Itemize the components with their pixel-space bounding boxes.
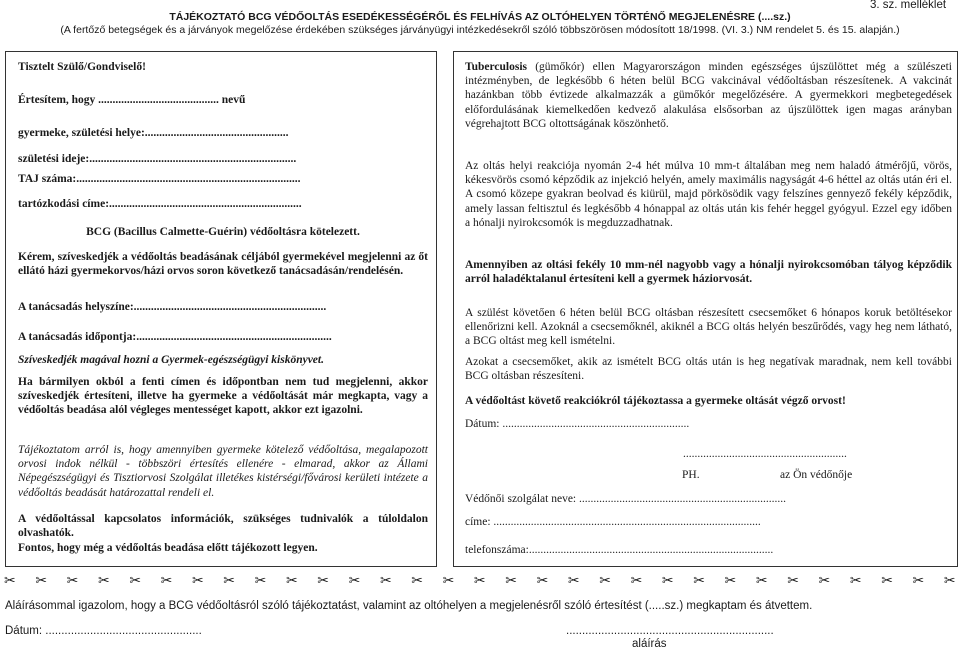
consent-statement: Aláírásommal igazolom, hogy a BCG védőoltásról szóló tájékoztatást, valamint az oltóhelyen a megjelenésről szóló értesítést (.....sz.) megkaptam és átvettem. bbox=[5, 600, 813, 612]
scissors-icon: ✂ bbox=[661, 572, 674, 588]
scissors-icon: ✂ bbox=[191, 572, 204, 588]
scissors-icon: ✂ bbox=[129, 572, 142, 588]
consultation-place-field: A tanácsadás helyszíne:................................................................... bbox=[18, 301, 327, 313]
nurse-signature-line: ......................................................... bbox=[683, 448, 847, 460]
inform-line: Értesítem, hogy .......................................... nevű bbox=[18, 94, 246, 106]
greeting: Tisztelt Szülő/Gondviselő! bbox=[18, 61, 146, 73]
scissors-icon: ✂ bbox=[379, 572, 392, 588]
stamp-label: PH. bbox=[682, 469, 700, 481]
scissors-icon: ✂ bbox=[223, 572, 236, 588]
service-phone-field: telefonszáma:..................................................................................... bbox=[465, 544, 774, 556]
check-paragraph: A szülést követően 6 héten belül BCG oltásban részesített csecsemőket 6 hónapos koruk betöltésekor ellenőrizni kell. Azoknál a csecsemőknél, akiknél a BCG oltás helyén beszűrődés, vagy heg nem látható, a BCG oltást meg kell ismételni. bbox=[465, 307, 952, 348]
mandatory-statement: BCG (Bacillus Calmette-Guérin) védőoltásra kötelezett. bbox=[86, 226, 360, 238]
scissors-icon: ✂ bbox=[849, 572, 862, 588]
scissors-icon: ✂ bbox=[818, 572, 831, 588]
document-subtitle: (A fertőző betegségek és a járványok megelőzése érdekében szükséges járványügyi intézkedésekről szóló többszörösen módosított 18/1998. (VI. 3.) NM rendelet 5. és 15. alapján.) bbox=[60, 24, 900, 36]
scissors-icon: ✂ bbox=[442, 572, 455, 588]
cut-line bbox=[0, 572, 960, 588]
document-title: TÁJÉKOZTATÓ BCG VÉDŐOLTÁS ESEDÉKESSÉGÉRŐL ÉS FELHÍVÁS AZ OLTÓHELYEN TÖRTÉNŐ MEGJELENÉSRE (....sz.) bbox=[169, 11, 791, 23]
child-birthplace-field: gyermeke, születési helye:.................................................. bbox=[18, 127, 289, 139]
scissors-icon: ✂ bbox=[285, 572, 298, 588]
information-panel bbox=[453, 51, 958, 567]
residence-field: tartózkodási címe:................................................................... bbox=[18, 198, 302, 210]
tuberculosis-term: Tuberculosis bbox=[465, 61, 527, 73]
service-address-field: címe: ............................................................................................. bbox=[465, 516, 761, 528]
important-note: Fontos, hogy még a védőoltás beadása előtt tájékozott legyen. bbox=[18, 542, 318, 554]
scissors-icon: ✂ bbox=[317, 572, 330, 588]
signature-line: ................................................................. bbox=[566, 625, 774, 637]
scissors-icon: ✂ bbox=[254, 572, 267, 588]
scissors-icon: ✂ bbox=[97, 572, 110, 588]
taj-field: TAJ száma:.............................................................................. bbox=[18, 173, 301, 185]
scissors-icon: ✂ bbox=[912, 572, 925, 588]
scissors-icon: ✂ bbox=[4, 572, 16, 588]
scissors-icon: ✂ bbox=[473, 572, 486, 588]
booklet-reminder: Szíveskedjék magával hozni a Gyermek-egészségügyi kiskönyvet. bbox=[18, 354, 324, 366]
warning-paragraph: Tájékoztatom arról is, hogy amennyiben gyermeke kötelező védőoltása, megalapozott orvosi indok nélkül - többszöri értesítés ellenére - elmarad, akkor az Állami Népegészségügyi és Tisztiorvosi Szolgálat illetékes kistérségi/fővárosi kerületi intézete a védőoltás beadását határozattal rendeli el. bbox=[18, 444, 428, 499]
scissors-icon: ✂ bbox=[66, 572, 79, 588]
warning-ulcer-paragraph: Amennyiben az oltási fekély 10 mm-nél nagyobb vagy a hónalji nyirokcsomóban tályog képződik arról haladéktalanul értesíteni kell a gyermek háziorvosát. bbox=[465, 259, 952, 286]
scissors-icon: ✂ bbox=[630, 572, 643, 588]
scissors-icon: ✂ bbox=[724, 572, 737, 588]
consultation-time-field: A tanácsadás időpontja:.................................................................... bbox=[18, 331, 332, 343]
scissors-icon: ✂ bbox=[160, 572, 173, 588]
tuberculosis-paragraph bbox=[465, 60, 952, 131]
scissors-icon: ✂ bbox=[755, 572, 768, 588]
scissors-icon: ✂ bbox=[505, 572, 517, 588]
nurse-label: az Ön védőnője bbox=[780, 469, 853, 481]
scissors-icon: ✂ bbox=[411, 572, 423, 588]
notify-paragraph: Ha bármilyen okból a fenti címen és időpontban nem tud megjelenni, akkor szíveskedjék értesíteni, illetve ha gyermeke a védőoltását már megkapta, vagy a védőoltás beadása alól végleges mentességet kapott, akkor ezt igazolni. bbox=[18, 376, 428, 417]
scissors-icon: ✂ bbox=[881, 572, 893, 588]
signature-label: aláírás bbox=[632, 638, 667, 650]
notification-panel bbox=[5, 51, 437, 567]
scissors-icon: ✂ bbox=[599, 572, 611, 588]
info-paragraph: A védőoltással kapcsolatos információk, szükséges tudnivalók a túloldalon olvashatók. bbox=[18, 513, 428, 540]
scissors-icon: ✂ bbox=[693, 572, 705, 588]
repeat-paragraph: Azokat a csecsemőket, akik az ismételt BCG oltás után is heg negatívak maradnak, nem kell további BCG oltásban részesíteni. bbox=[465, 356, 952, 383]
scissors-icon: ✂ bbox=[567, 572, 580, 588]
reaction-paragraph: Az oltás helyi reakciója nyomán 2-4 hét múlva 10 mm-t általában meg nem haladó átmérőjű, vörös, kékesvörös csomó képződik az injekció helyén, amely maximális nagyságát 4-6 héttel az oltás után éri el. A csomó közepe gyakran beolvad és kiürül, majd pörkösödik vagy felszínes gennyező fekély képződik, amely lassan feltisztul és legkésőbb 4 hónappal az oltás után kis fehér heggel gyógyul. Ezzel egy időben a hónalji nyirokcsomók is megduzzadhatnak. bbox=[465, 160, 952, 229]
service-name-field: Védőnői szolgálat neve: ........................................................................ bbox=[465, 493, 787, 505]
receipt-date-field: Dátum: ................................................. bbox=[5, 625, 202, 637]
request-paragraph: Kérem, szíveskedjék a védőoltás beadásának céljából gyermekével megjelenni az őt ellátó házi gyermekorvos/házi orvos soron következő tanácsadásán/rendelésén. bbox=[18, 251, 428, 278]
confirm-note: A védőoltást követő reakciókról tájékoztassa a gyermeke oltását végző orvost! bbox=[465, 395, 846, 407]
scissors-icon: ✂ bbox=[943, 572, 956, 588]
tuberculosis-text: (gümőkór) ellen Magyarországon minden egészséges újszülöttet még a szülészeti intézményben, de legkésőbb 6 héten belül BCG vakcinával védőoltásban részesítenek. A vakcinát hazánkban több évtizede alkalmazzák a gümőkór megelőzésére. A gyermekkori megbetegedések előfordulásának kiemelkedően kedvező alakulása elsősorban az újszülöttek igen magas arányban végrehajtott BCG oltottságának köszönhető. bbox=[465, 61, 952, 130]
scissors-icon: ✂ bbox=[787, 572, 799, 588]
annex-label: 3. sz. melléklet bbox=[870, 0, 947, 11]
scissors-icon: ✂ bbox=[536, 572, 549, 588]
scissors-icon: ✂ bbox=[348, 572, 361, 588]
birth-date-field: születési ideje:........................................................................ bbox=[18, 153, 297, 165]
nurse-date-field: Dátum: ................................................................. bbox=[465, 418, 690, 430]
scissors-icon: ✂ bbox=[35, 572, 48, 588]
